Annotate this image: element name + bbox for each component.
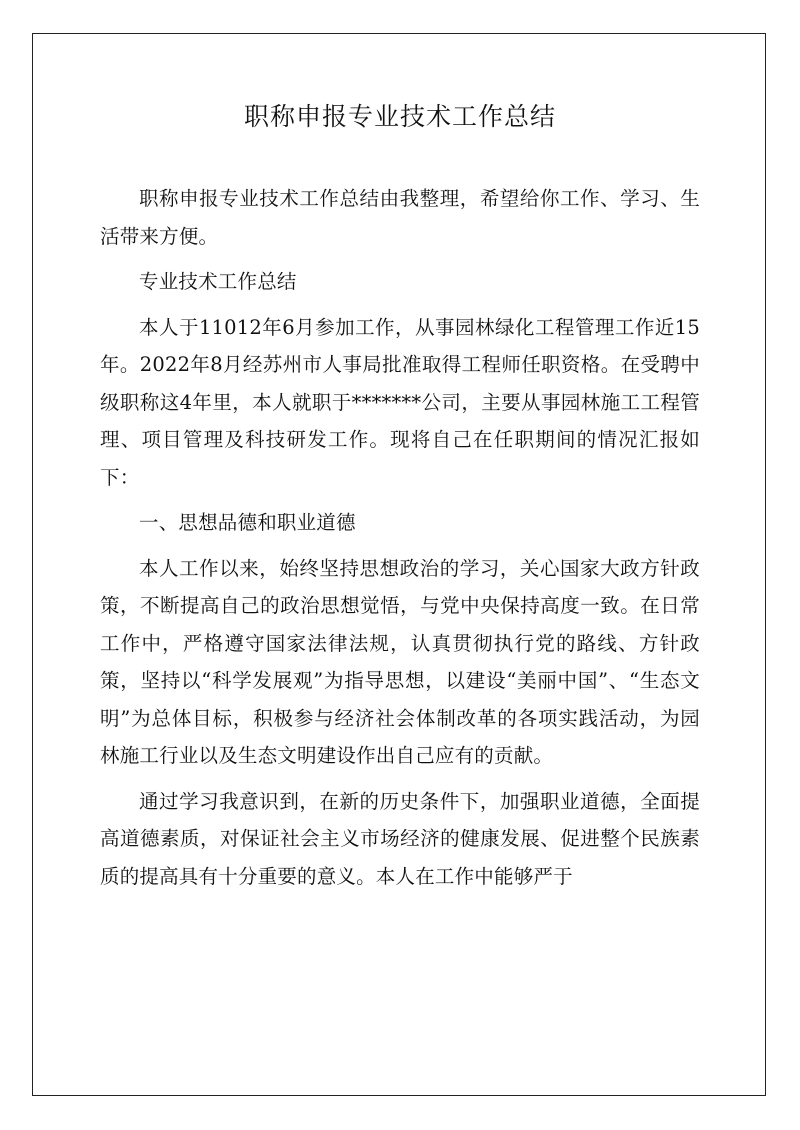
- section-heading-summary: 专业技术工作总结: [139, 270, 297, 293]
- document-body: [100, 180, 700, 903]
- document-title: 职称申报专业技术工作总结: [243, 102, 556, 131]
- intro-paragraph: 职称申报专业技术工作总结由我整理，希望给你工作、学习、生活带来方便。: [100, 187, 700, 248]
- work-history-paragraph: 本人于11012年6月参加工作，从事园林绿化工程管理工作近15年。2022年8月经苏州市人事局批准取得工程师任职资格。在受聘中级职称这4年里，本人就职于*******公司，主要从事园林施工工程管理、项目管理及科技研发工作。现将自己在任职期间的情况汇报如下：: [100, 315, 700, 489]
- ethics-paragraph-1: 本人工作以来，始终坚持思想政治的学习，关心国家大政方针政策，不断提高自己的政治思想觉悟，与党中央保持高度一致。在日常工作中，严格遵守国家法律法规，认真贯彻执行党的路线、方针政策，坚持以“科学发展观”为指导思想，以建设“美丽中国”、“生态文明”为总体目标，积极参与经济社会体制改革的各项实践活动，为园林施工行业以及生态文明建设作出自己应有的贡献。: [100, 556, 700, 767]
- section-heading-ethics: 一、思想品德和职业道德: [139, 511, 356, 534]
- ethics-paragraph-2: 通过学习我意识到，在新的历史条件下，加强职业道德，全面提高道德素质，对保证社会主义市场经济的健康发展、促进整个民族素质的提高具有十分重要的意义。本人在工作中能够严于: [100, 789, 700, 888]
